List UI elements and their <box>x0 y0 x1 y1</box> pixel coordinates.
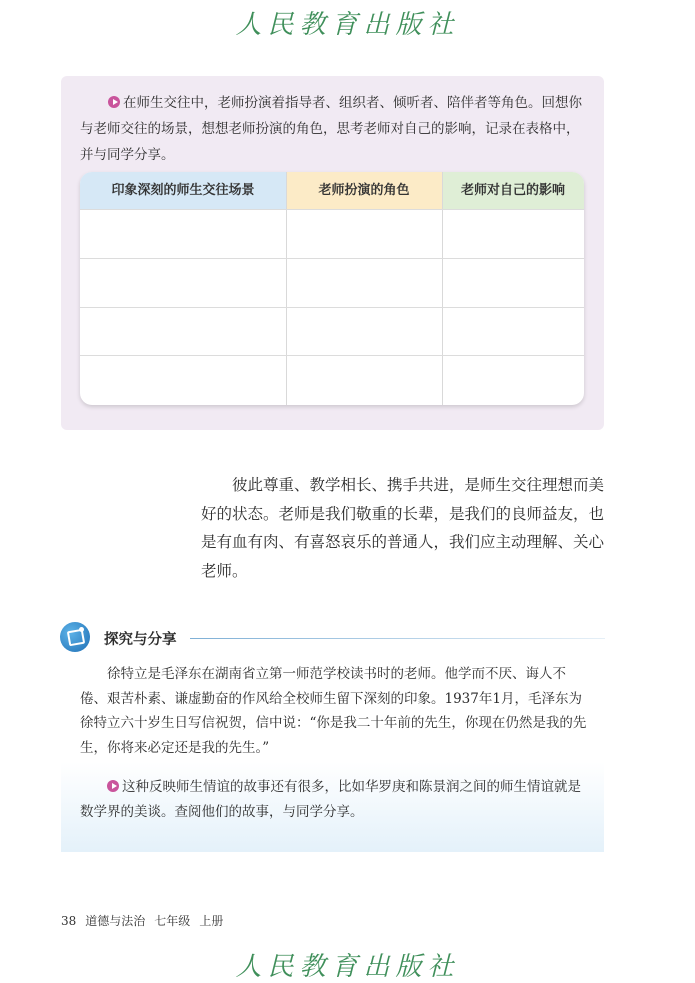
footer-subject: 道德与法治 <box>85 914 146 928</box>
section-header <box>60 622 605 654</box>
activity-box <box>61 76 604 430</box>
table-header-scene: 印象深刻的师生交往场景 <box>80 172 286 209</box>
activity-text: 在师生交往中，老师扮演着指导者、组织者、倾听者、陪伴者等角色。回想你与老师交往的场景，想想老师扮演的角色，思考老师对自己的影响，记录在表格中，并与同学分享。 <box>80 95 582 163</box>
play-bullet-icon <box>108 96 120 108</box>
prompt-instruction <box>80 775 590 825</box>
record-table <box>80 172 584 405</box>
table-divider <box>442 172 443 405</box>
publisher-watermark-top: 人民教育出版社 <box>235 10 460 40</box>
publisher-watermark-bottom: 人民教育出版社 <box>235 952 460 982</box>
page-footer <box>61 912 232 929</box>
table-row-line <box>80 355 584 356</box>
footer-grade: 七年级 <box>154 914 191 928</box>
page-number: 38 <box>61 914 77 928</box>
table-row-line <box>80 209 584 210</box>
prompt-text: 这种反映师生情谊的故事还有很多，比如华罗庚和陈景润之间的师生情谊就是数学界的美谈。查阅他们的故事，与同学分享。 <box>80 779 581 820</box>
table-row-line <box>80 258 584 259</box>
section-divider <box>190 638 605 639</box>
table-header-role: 老师扮演的角色 <box>286 172 442 209</box>
table-row-line <box>80 307 584 308</box>
explore-share-icon <box>60 622 90 652</box>
summary-paragraph: 彼此尊重、教学相长、携手共进，是师生交往理想而美好的状态。老师是我们敬重的长辈，是我们的良师益友，也是有血有肉、有喜怒哀乐的普通人，我们应主动理解、关心老师。 <box>201 476 605 580</box>
activity-instruction <box>80 90 588 168</box>
story-paragraph: 徐特立是毛泽东在湖南省立第一师范学校读书时的老师。他学而不厌、诲人不倦、艰苦朴素、谦虚勤奋的作风给全校师生留下深刻的印象。1937年1月，毛泽东为徐特立六十岁生日写信祝贺，信中说：“你是我二十年前的先生，你现在仍然是我的先生，你将来必定还是我的先生。” <box>80 666 587 756</box>
table-divider <box>286 172 287 405</box>
table-header-influence: 老师对自己的影响 <box>442 172 584 209</box>
footer-volume: 上册 <box>199 914 224 928</box>
play-bullet-icon <box>107 780 119 792</box>
prompt-box <box>61 762 604 852</box>
section-title: 探究与分享 <box>104 632 177 648</box>
